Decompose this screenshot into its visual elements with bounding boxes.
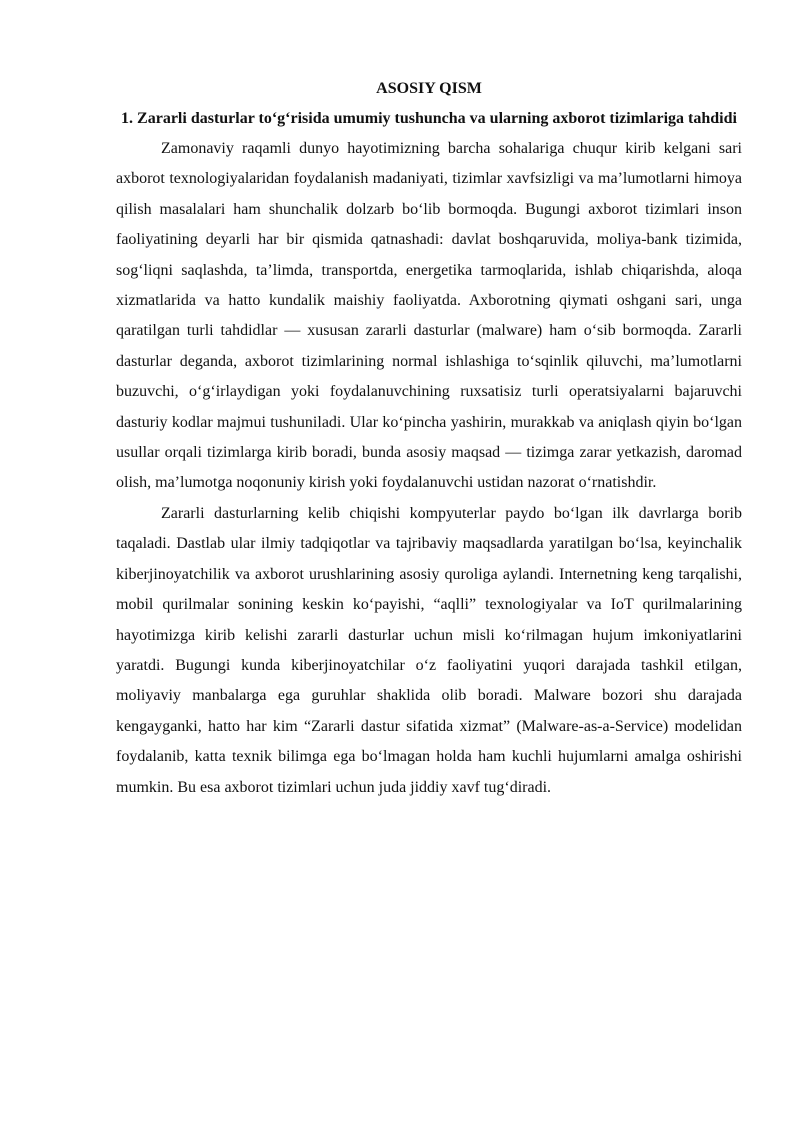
paragraph-1: Zamonaviy raqamli dunyo hayotimizning barcha sohalariga chuqur kirib kelgani sari axborot texnologiyalaridan foydalanish madaniyati, tizimlar xavfsizligi va ma’lumotlarni himoya qilish masalalari ham shunchalik dolzarb bo‘lib bormoqda. Bugungi axborot tizimlari inson faoliyatining deyarli har bir qismida qatnashadi: davlat boshqaruvida, moliya-bank tizimida, sog‘liqni saqlashda, ta’limda, transportda, energetika tarmoqlarida, ishlab chiqarishda, aloqa xizmatlarida va hatto kundalik maishiy faoliyatda. Axborotning qiymati oshgani sari, unga qaratilgan turli tahdidlar — xususan zararli dasturlar (malware) ham o‘sib bormoqda. Zararli dasturlar deganda, axborot tizimlarining normal ishlashiga to‘sqinlik qiluvchi, ma’lumotlarni buzuvchi, o‘g‘irlaydigan yoki foydalanuvchining ruxsatisiz turli operatsiyalarni bajaruvchi dasturiy kodlar majmui tushuniladi. Ular ko‘pincha yashirin, murakkab va aniqlash qiyin bo‘lgan usullar orqali tizimlarga kirib boradi, bunda asosiy maqsad — tizimga zarar yetkazish, daromad olish, ma’lumotga noqonuniy kirish yoki foydalanuvchi ustidan nazorat o‘rnatishdir.: [116, 140, 742, 492]
chapter-title: 1. Zararli dasturlar to‘g‘risida umumiy tushuncha va ularning axborot tizimlariga tahdidi: [121, 110, 737, 127]
paragraph-2: Zararli dasturlarning kelib chiqishi kompyuterlar paydo bo‘lgan ilk davrlarga borib taqaladi. Dastlab ular ilmiy tadqiqotlar va tajribaviy maqsadlarda yaratilgan bo‘lsa, keyinchalik kiberjinoyatchilik va axborot urushlarining asosiy quroliga aylandi. Internetning keng tarqalishi, mobil qurilmalar sonining keskin ko‘payishi, “aqlli” texnologiyalar va IoT qurilmalarining hayotimizga kirib kelishi zararli dasturlar uchun misli ko‘rilmagan hujum imkoniyatlarini yaratdi. Bugungi kunda kiberjinoyatchilar o‘z faoliyatini yuqori darajada tashkil etilgan, moliyaviy manbalarga ega guruhlar shaklida olib boradi. Malware bozori shu darajada kengayganki, hatto har kim “Zararli dastur sifatida xizmat” (Malware-as-a-Service) modelidan foydalanib, katta texnik bilimga ega bo‘lmagan holda ham kuchli hujumlarni amalga oshirishi mumkin. Bu esa axborot tizimlari uchun juda jiddiy xavf tug‘diradi.: [116, 504, 742, 796]
document-page: [116, 74, 742, 803]
section-heading: ASOSIY QISM: [376, 80, 482, 97]
